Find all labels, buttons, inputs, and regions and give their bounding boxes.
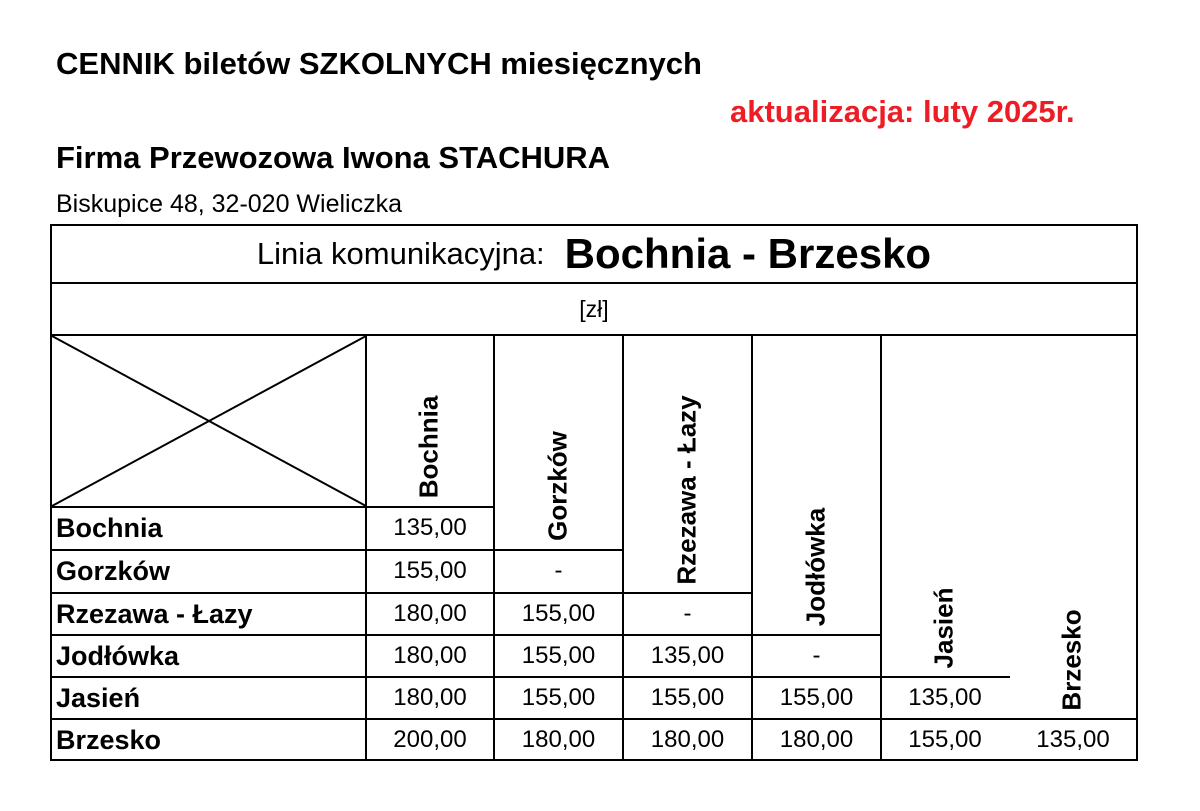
column-header: Jasień: [928, 587, 959, 668]
update-date: aktualizacja: luty 2025r.: [730, 94, 1075, 129]
price-cell: 180,00: [393, 684, 467, 711]
page-title: CENNIK biletów SZKOLNYCH miesięcznych: [56, 46, 702, 81]
row-label: Rzezawa - Łazy: [56, 599, 253, 629]
price-cell: 135,00: [650, 642, 725, 669]
line-title-row: [52, 226, 1136, 282]
company-address: Biskupice 48, 32-020 Wieliczka: [56, 190, 402, 218]
price-cell: 180,00: [393, 600, 467, 627]
column-header: Brzesko: [1056, 608, 1087, 711]
price-cell: 200,00: [393, 726, 467, 753]
price-cell: 155,00: [779, 684, 854, 711]
price-cell: -: [683, 600, 692, 627]
price-cell: 135,00: [393, 514, 467, 541]
price-cell: 155,00: [393, 557, 467, 584]
column-header: Bochnia: [413, 395, 444, 498]
price-cell: 155,00: [521, 684, 596, 711]
row-label: Bochnia: [56, 513, 163, 543]
unit-row: [zł]: [579, 295, 609, 322]
row-label: Brzesko: [56, 725, 162, 755]
line-name: Bochnia - Brzesko: [564, 230, 932, 277]
corner-cross: [52, 336, 366, 506]
price-cell: 155,00: [908, 726, 982, 753]
price-cell: 180,00: [393, 642, 467, 669]
column-header: Rzezawa - Łazy: [671, 394, 701, 585]
line-label: Linia komunikacyjna:: [256, 236, 545, 271]
table-border-right: [1136, 224, 1138, 761]
price-cell: -: [554, 557, 563, 584]
price-cell: 155,00: [521, 600, 596, 627]
price-cell: 180,00: [650, 726, 725, 753]
price-cell: 180,00: [521, 726, 596, 753]
column-header: Jodłówka: [800, 507, 830, 627]
row-label: Jasień: [56, 683, 141, 713]
price-cell: 180,00: [779, 726, 854, 753]
row-label: Gorzków: [56, 556, 171, 586]
price-cell: 135,00: [908, 684, 982, 711]
price-cell: -: [812, 642, 821, 669]
price-cell: 155,00: [521, 642, 596, 669]
price-cell: 135,00: [1036, 726, 1110, 753]
column-header: Gorzków: [542, 431, 572, 541]
price-cell: 155,00: [650, 684, 725, 711]
company-name: Firma Przewozowa Iwona STACHURA: [56, 140, 611, 175]
row-label: Jodłówka: [56, 641, 180, 671]
